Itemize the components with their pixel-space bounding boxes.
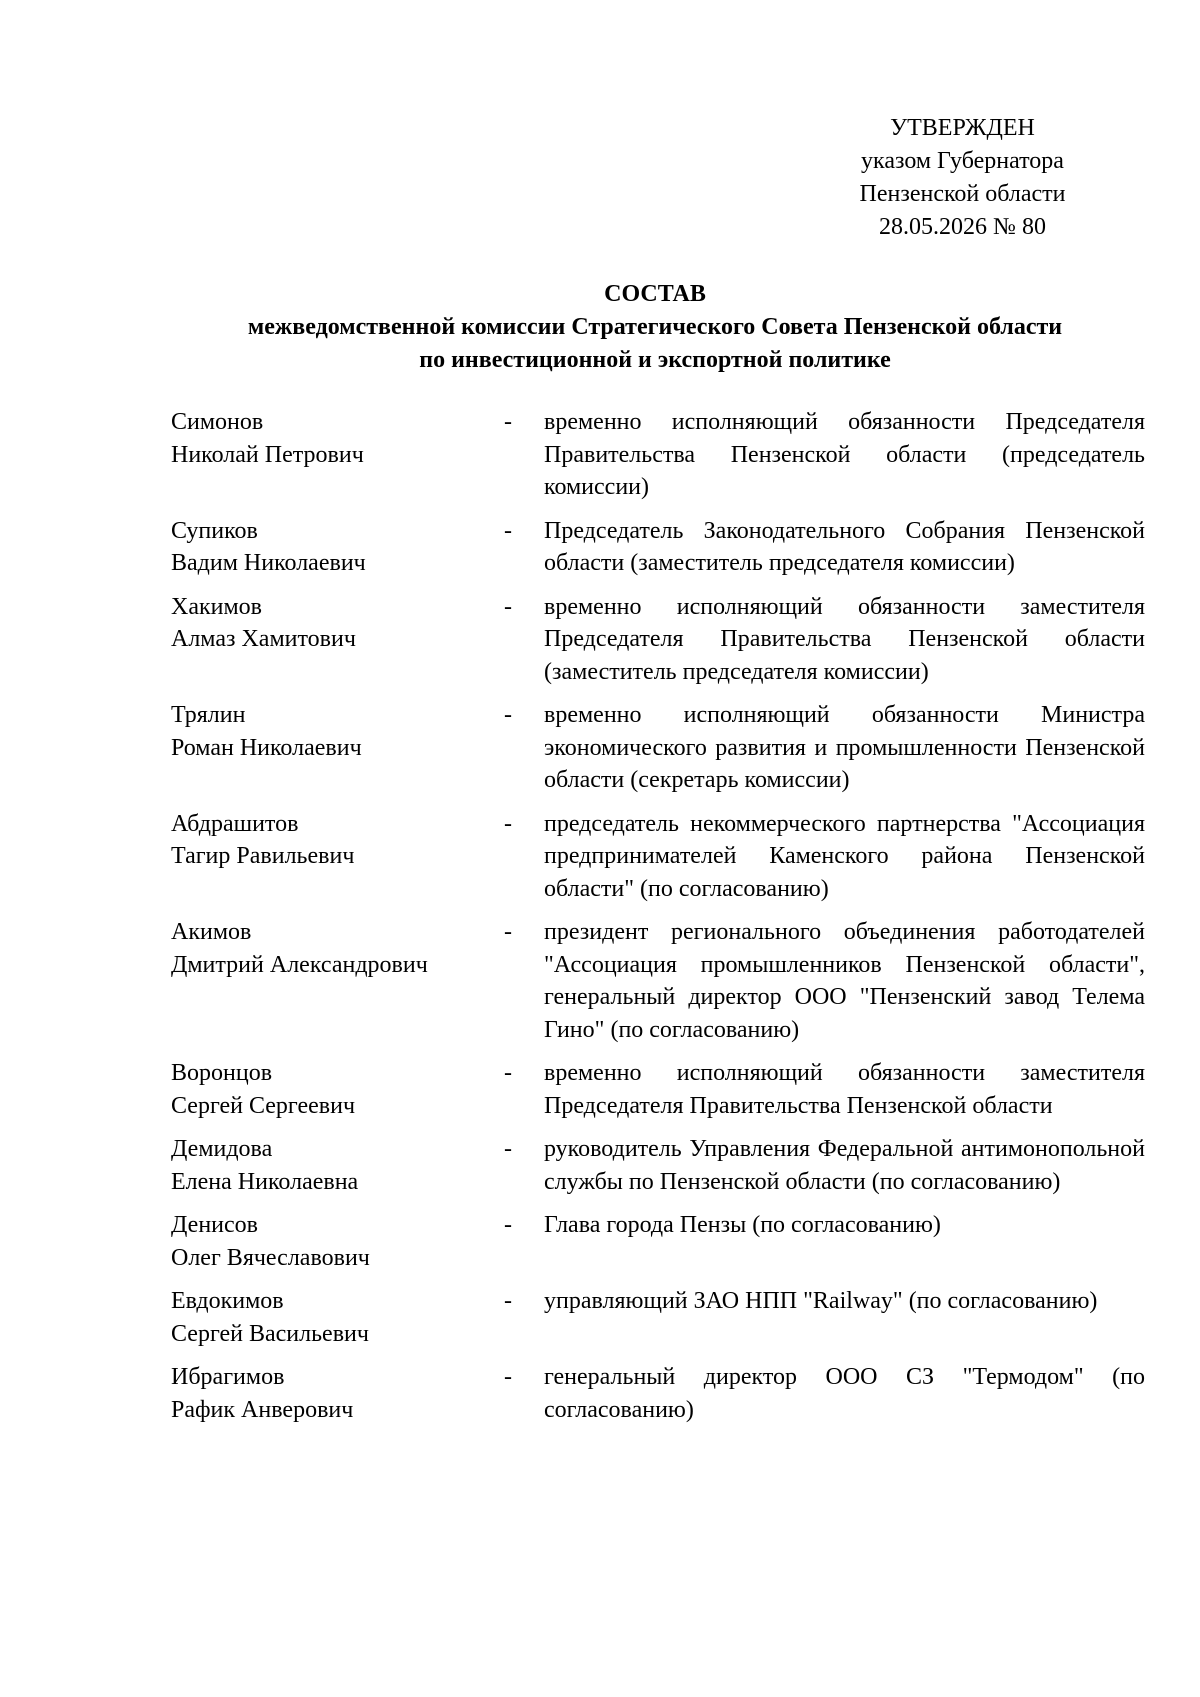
member-row xyxy=(171,1057,1145,1122)
member-row xyxy=(171,406,1145,504)
members-list xyxy=(171,406,1145,1437)
member-name xyxy=(171,515,504,580)
member-role: временно исполняющий обязанности заместителя Председателя Правительства Пензенской области (заместитель председателя комиссии) xyxy=(544,593,1145,685)
member-given-name: Рафик Анверович xyxy=(171,1396,354,1423)
member-row xyxy=(171,1361,1145,1426)
member-surname: Супиков xyxy=(171,517,258,544)
member-surname: Абдрашитов xyxy=(171,810,299,837)
member-role: временно исполняющий обязанности Председателя Правительства Пензенской области (председатель комиссии) xyxy=(544,409,1145,500)
member-name xyxy=(171,1133,504,1198)
member-dash: - xyxy=(504,1136,512,1162)
member-given-name: Дмитрий Александрович xyxy=(171,951,428,978)
member-role: руководитель Управления Федеральной антимонопольной службы по Пензенской области (по согласованию) xyxy=(544,1136,1145,1195)
member-name xyxy=(171,1285,504,1350)
member-given-name: Вадим Николаевич xyxy=(171,550,366,576)
member-surname: Хакимов xyxy=(171,593,263,620)
member-name xyxy=(171,808,504,873)
member-name xyxy=(171,1361,504,1426)
member-given-name: Олег Вячеславович xyxy=(171,1244,370,1271)
member-row xyxy=(171,515,1145,580)
approval-line-1: УТВЕРЖДЕН xyxy=(890,115,1035,141)
member-name xyxy=(171,1057,504,1122)
member-row xyxy=(171,1209,1145,1274)
member-surname: Денисов xyxy=(171,1212,258,1238)
member-dash: - xyxy=(504,702,512,728)
member-role: генеральный директор ООО СЗ "Термодом" (по согласованию) xyxy=(544,1364,1145,1423)
member-row xyxy=(171,699,1145,797)
member-given-name: Николай Петрович xyxy=(171,441,364,468)
member-name xyxy=(171,591,504,656)
member-row xyxy=(171,808,1145,906)
member-name xyxy=(171,916,504,981)
member-dash: - xyxy=(504,919,512,945)
member-given-name: Алмаз Хамитович xyxy=(171,626,356,652)
member-role: Глава города Пензы (по согласованию) xyxy=(544,1212,941,1238)
member-dash: - xyxy=(504,1288,512,1314)
member-given-name: Елена Николаевна xyxy=(171,1168,359,1195)
approval-line-3: Пензенской области xyxy=(859,181,1066,207)
member-given-name: Сергей Сергеевич xyxy=(171,1092,356,1119)
heading-subtitle-line-2: по инвестиционной и экспортной политике xyxy=(419,347,891,373)
approval-stamp xyxy=(840,112,1085,244)
member-surname: Евдокимов xyxy=(171,1288,284,1314)
member-role: управляющий ЗАО НПП "Railway" (по согласованию) xyxy=(544,1288,1098,1314)
member-surname: Акимов xyxy=(171,919,252,945)
member-row xyxy=(171,1285,1145,1350)
member-name xyxy=(171,699,504,764)
member-dash: - xyxy=(504,810,512,837)
member-dash: - xyxy=(504,1212,512,1238)
member-dash: - xyxy=(504,593,512,620)
member-given-name: Роман Николаевич xyxy=(171,734,362,761)
member-role: Председатель Законодательного Собрания Пензенской области (заместитель председателя комиссии) xyxy=(544,517,1145,576)
member-dash: - xyxy=(504,409,512,435)
approval-line-2: указом Губернатора xyxy=(861,148,1064,174)
member-dash: - xyxy=(504,1364,512,1390)
member-role: временно исполняющий обязанности заместителя Председателя Правительства Пензенской области xyxy=(544,1060,1145,1119)
member-role: временно исполняющий обязанности Министра экономического развития и промышленности Пензенской области (секретарь комиссии) xyxy=(544,702,1145,793)
heading-title: СОСТАВ xyxy=(604,281,706,307)
member-given-name: Сергей Васильевич xyxy=(171,1320,369,1347)
member-role: председатель некоммерческого партнерства "Ассоциация предпринимателей Каменского района Пензенской области" (по согласованию) xyxy=(544,810,1145,902)
heading-subtitle-line-1: межведомственной комиссии Стратегического Совета Пензенской области xyxy=(247,314,1063,340)
member-dash: - xyxy=(504,1060,512,1086)
member-row xyxy=(171,591,1145,689)
member-given-name: Тагир Равильевич xyxy=(171,843,355,869)
member-surname: Трялин xyxy=(171,702,246,728)
member-dash: - xyxy=(504,517,512,544)
member-surname: Ибрагимов xyxy=(171,1364,285,1390)
member-name xyxy=(171,1209,504,1274)
member-surname: Симонов xyxy=(171,409,264,435)
member-role: президент регионального объединения работодателей "Ассоциация промышленников Пензенской области", генеральный директор ООО "Пензенский завод Телема Гино" (по согласованию) xyxy=(544,919,1145,1043)
document-heading xyxy=(150,278,1160,377)
member-surname: Демидова xyxy=(171,1136,273,1162)
approval-line-4: 28.05.2026 № 80 xyxy=(879,214,1046,240)
member-name xyxy=(171,406,504,471)
member-row xyxy=(171,1133,1145,1198)
member-surname: Воронцов xyxy=(171,1060,273,1086)
member-row xyxy=(171,916,1145,1046)
